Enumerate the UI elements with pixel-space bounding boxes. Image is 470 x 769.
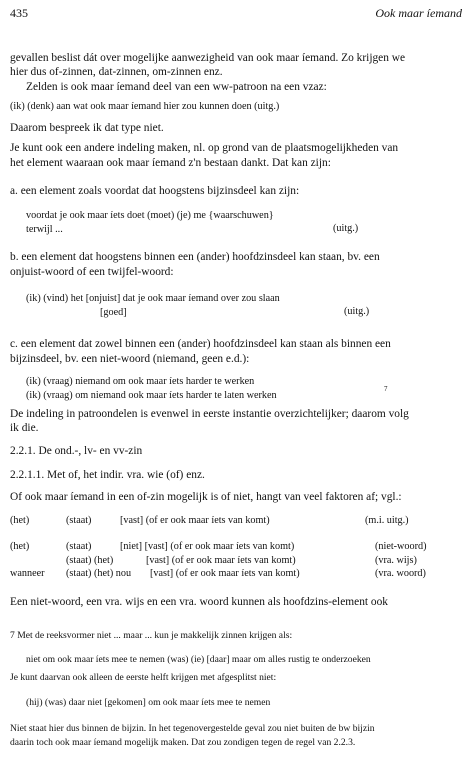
table-cell: (staat) (het) nou [66,568,132,579]
text-line: a. een element zoals voordat dat hoogstens bijzinsdeel kan zijn: [10,185,300,197]
table-cell: (het) [10,515,30,526]
text-line: Of ook maar íemand in een of-zin mogelijk is of niet, hangt van veel faktoren af; vgl.: [10,491,402,503]
running-title: Ook maar íemand [375,6,462,20]
table-cell: (staat) (het) [66,555,114,566]
section-heading: 2.2.1. De ond.-, lv- en vv-zin [10,445,143,457]
text-line: b. een element dat hoogstens binnen een (ander) hoofdzinsdeel kan staan, bv. een [10,251,380,263]
uitg-label: (uitg.) [333,223,359,234]
table-cell: [niet] [vast] (of er ook maar íets van komt) [120,541,295,552]
footnote-line: Je kunt daarvan ook alleen de eerste helft krijgen met afgesplitst niet: [10,672,277,683]
text-line: bijzinsdeel, bv. een niet-woord (niemand, geen e.d.): [10,353,250,365]
example-line: (ik) (vraag) om niemand ook maar íets harder te laten werken [26,390,277,401]
text-line: ik die. [10,422,39,434]
text-line: c. een element dat zowel binnen een (ander) hoofdzinsdeel kan staan als binnen een [10,338,391,350]
example-line: (ik) (denk) aan wat ook maar íemand hier zou kunnen doen (uitg.) [10,101,280,112]
table-cell: [vast] (of er ook maar íets van komt) [146,555,296,566]
text-line: De indeling in patroondelen is evenwel in eerste instantie overzichtelijker; daarom volg [10,408,409,420]
example-line: voordat je ook maar íets doet (moet) (je) me {waarschuwen} [26,210,274,221]
example-line: terwijl ... [26,224,63,235]
text-line: het element waaraan ook maar íemand z'n bestaan dankt. Dat kan zijn: [10,157,331,169]
text-line: Zelden is ook maar íemand deel van een ww-patroon na een vzaz: [26,81,327,93]
example-line: [goed] [100,307,127,318]
table-cell: (staat) [66,515,92,526]
table-cell: (vra. wijs) [375,555,417,566]
footnote-line: (hij) (was) daar niet [gekomen] om ook maar íets mee te nemen [26,697,271,708]
table-cell: (het) [10,541,30,552]
table-cell: (staat) [66,541,92,552]
footnote-line: niet om ook maar íets mee te nemen (was) (ie) [daar] maar om alles rustig te onderzoeken [26,654,371,665]
example-line: (ik) (vraag) niemand om ook maar íets harder te werken [26,376,255,387]
table-cell: [vast] (of er ook maar íets van komt) [150,568,300,579]
table-cell: (m.i. uitg.) [365,515,409,526]
text-line: onjuist-woord of een twijfel-woord: [10,266,174,278]
footnote-line: daarin toch ook maar íemand mogelijk maken. Dat zou zondigen tegen de regel van 2.2.3. [10,737,356,748]
footnote-line: Niet staat hier dus binnen de bijzin. In het tegenovergestelde geval zou niet buiten de bw bijzin [10,723,375,734]
table-cell: (vra. woord) [375,568,426,579]
uitg-label: (uitg.) [344,306,370,317]
page-number: 435 [10,6,28,20]
example-line: (ik) (vind) het [onjuist] dat je ook maar íemand over zou slaan [26,293,280,304]
table-cell: (niet-woord) [375,541,427,552]
table-cell: wanneer [10,568,45,579]
text-line: gevallen beslist dát over mogelijke aanwezigheid van ook maar íemand. Zo krijgen we [10,52,406,64]
page-header [10,6,462,24]
text-line: Een niet-woord, een vra. wijs en een vra. woord kunnen als hoofdzins-element ook [10,596,388,608]
text-line: Daarom bespreek ik dat type niet. [10,122,164,134]
section-heading: 2.2.1.1. Met of, het indir. vra. wie (of) enz. [10,469,205,481]
text-line: hier dus of-zinnen, dat-zinnen, om-zinnen enz. [10,66,223,78]
text-line: Je kunt ook een andere indeling maken, nl. op grond van de plaatsmogelijkheden van [10,142,399,154]
footnote-line: 7 Met de reeksvormer niet ... maar ... kun je makkelijk zinnen krijgen als: [10,630,293,641]
footnote-marker: 7 [384,385,388,393]
table-cell: [vast] (of er ook maar íets van komt) [120,515,270,526]
